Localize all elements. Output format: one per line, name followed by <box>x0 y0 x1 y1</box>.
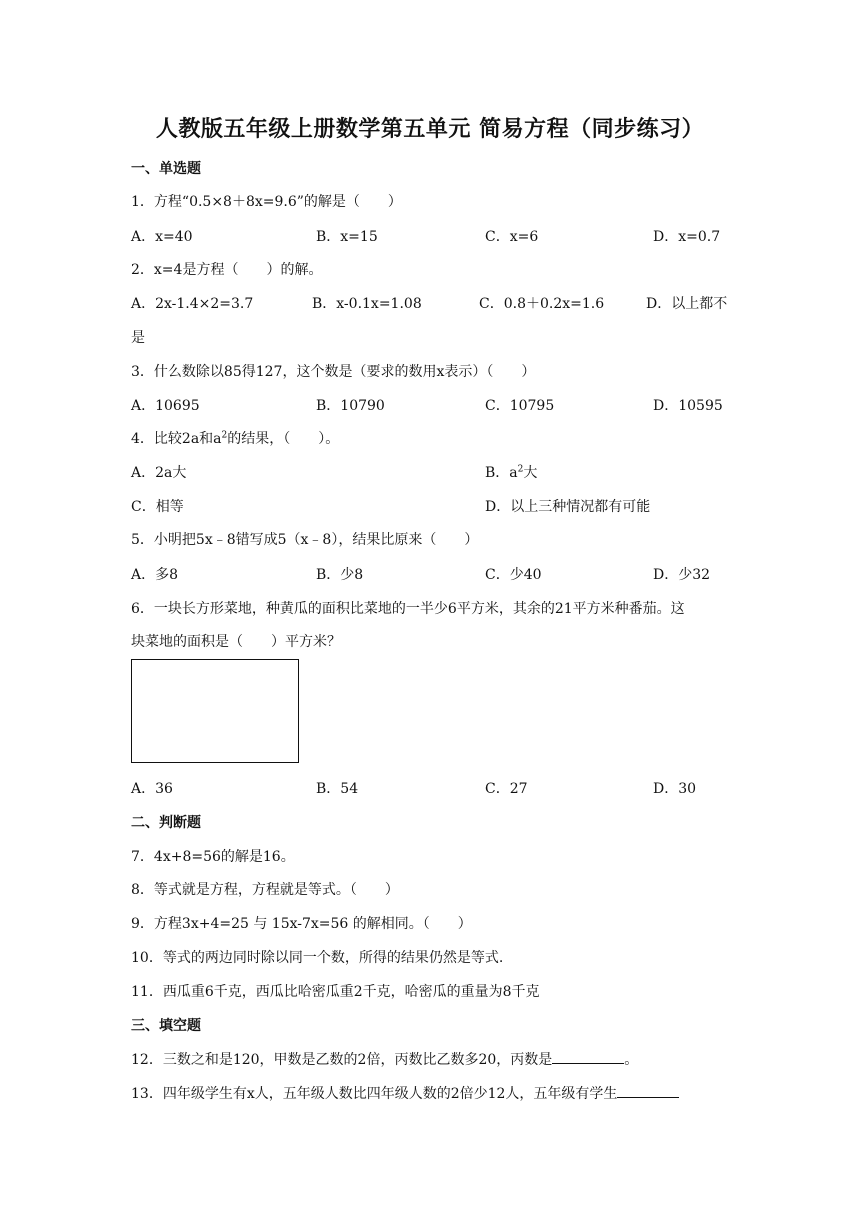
section-heading-true-false: 二、判断题 <box>131 815 201 831</box>
question-12-text: 12．三数之和是120，甲数是乙数的2倍，丙数比乙数多20，丙数是 <box>131 1052 553 1068</box>
question-3: 3．什么数除以85得127，这个数是（要求的数用x表示）（ ） <box>131 364 536 380</box>
q2-option-a: A．2x-1.4×2=3.7 <box>131 296 254 312</box>
question-6-line-1: 6．一块长方形菜地，种黄瓜的面积比菜地的一半少6平方米，其余的21平方米种番茄。这 <box>131 601 685 617</box>
question-9: 9．方程3x+4=25 与 15x-7x=56 的解相同。（ ） <box>131 916 472 932</box>
answer-blank[interactable] <box>617 1083 679 1098</box>
question-12 <box>131 1049 638 1069</box>
rectangle-figure <box>131 659 299 763</box>
q1-option-d: D．x=0.7 <box>653 229 721 245</box>
q6-option-b: B．54 <box>316 781 359 797</box>
question-13-text: 13．四年级学生有x人，五年级人数比四年级人数的2倍少12人，五年级有学生 <box>131 1086 618 1102</box>
q3-option-d: D．10595 <box>653 398 723 414</box>
q2-option-b: B．x-0.1x=1.08 <box>312 296 422 312</box>
q3-option-a: A．10695 <box>131 398 200 414</box>
question-13 <box>131 1083 679 1103</box>
section-heading-fill-in: 三、填空题 <box>131 1018 201 1034</box>
question-4-text-a: 4．比较2a和a <box>131 431 222 447</box>
question-8: 8．等式就是方程，方程就是等式。（ ） <box>131 882 399 898</box>
q4-option-b-text-a: B．a <box>485 465 518 481</box>
q1-option-a: A．x=40 <box>131 229 193 245</box>
answer-blank[interactable] <box>552 1049 624 1064</box>
q5-option-d: D．少32 <box>653 567 711 583</box>
question-1: 1．方程“0.5×8＋8x=9.6”的解是（ ） <box>131 194 402 210</box>
q2-option-d: D．以上都不 <box>646 296 728 312</box>
q3-option-b: B．10790 <box>316 398 385 414</box>
question-12-end: 。 <box>624 1052 639 1068</box>
question-4 <box>131 428 339 448</box>
question-4-superscript: 2 <box>221 430 228 441</box>
q1-option-b: B．x=15 <box>316 229 378 245</box>
q4-option-d: D．以上三种情况都有可能 <box>485 499 651 515</box>
question-11: 11．西瓜重6千克，西瓜比哈密瓜重2千克，哈密瓜的重量为8千克 <box>131 984 540 1000</box>
q4-option-c: C．相等 <box>131 499 184 515</box>
question-10: 10．等式的两边同时除以同一个数，所得的结果仍然是等式. <box>131 950 504 966</box>
q6-option-c: C．27 <box>485 781 528 797</box>
q4-option-b-superscript: 2 <box>517 464 524 475</box>
q2-option-c: C．0.8＋0.2x=1.6 <box>479 296 605 312</box>
q4-option-b <box>485 462 537 482</box>
question-5: 5．小明把5x﹣8错写成5（x﹣8），结果比原来（ ） <box>131 532 479 548</box>
q6-option-d: D．30 <box>653 781 697 797</box>
q4-option-a: A．2a大 <box>131 465 187 481</box>
question-7: 7．4x+8=56的解是16。 <box>131 849 295 865</box>
q4-option-b-text-b: 大 <box>523 465 538 481</box>
q5-option-c: C．少40 <box>485 567 542 583</box>
question-4-text-b: 的结果，（ ）。 <box>227 431 340 447</box>
section-heading-single-choice: 一、单选题 <box>131 161 201 177</box>
q3-option-c: C．10795 <box>485 398 555 414</box>
question-2: 2．x=4是方程（ ）的解。 <box>131 262 323 278</box>
q1-option-c: C．x=6 <box>485 229 539 245</box>
q5-option-a: A．多8 <box>131 567 179 583</box>
q6-option-a: A．36 <box>131 781 173 797</box>
q5-option-b: B．少8 <box>316 567 364 583</box>
q2-option-d-continued: 是 <box>131 330 145 346</box>
page-title: 人教版五年级上册数学第五单元 简易方程（同步练习） <box>155 117 705 142</box>
question-6-line-2: 块菜地的面积是（ ）平方米？ <box>131 634 341 650</box>
